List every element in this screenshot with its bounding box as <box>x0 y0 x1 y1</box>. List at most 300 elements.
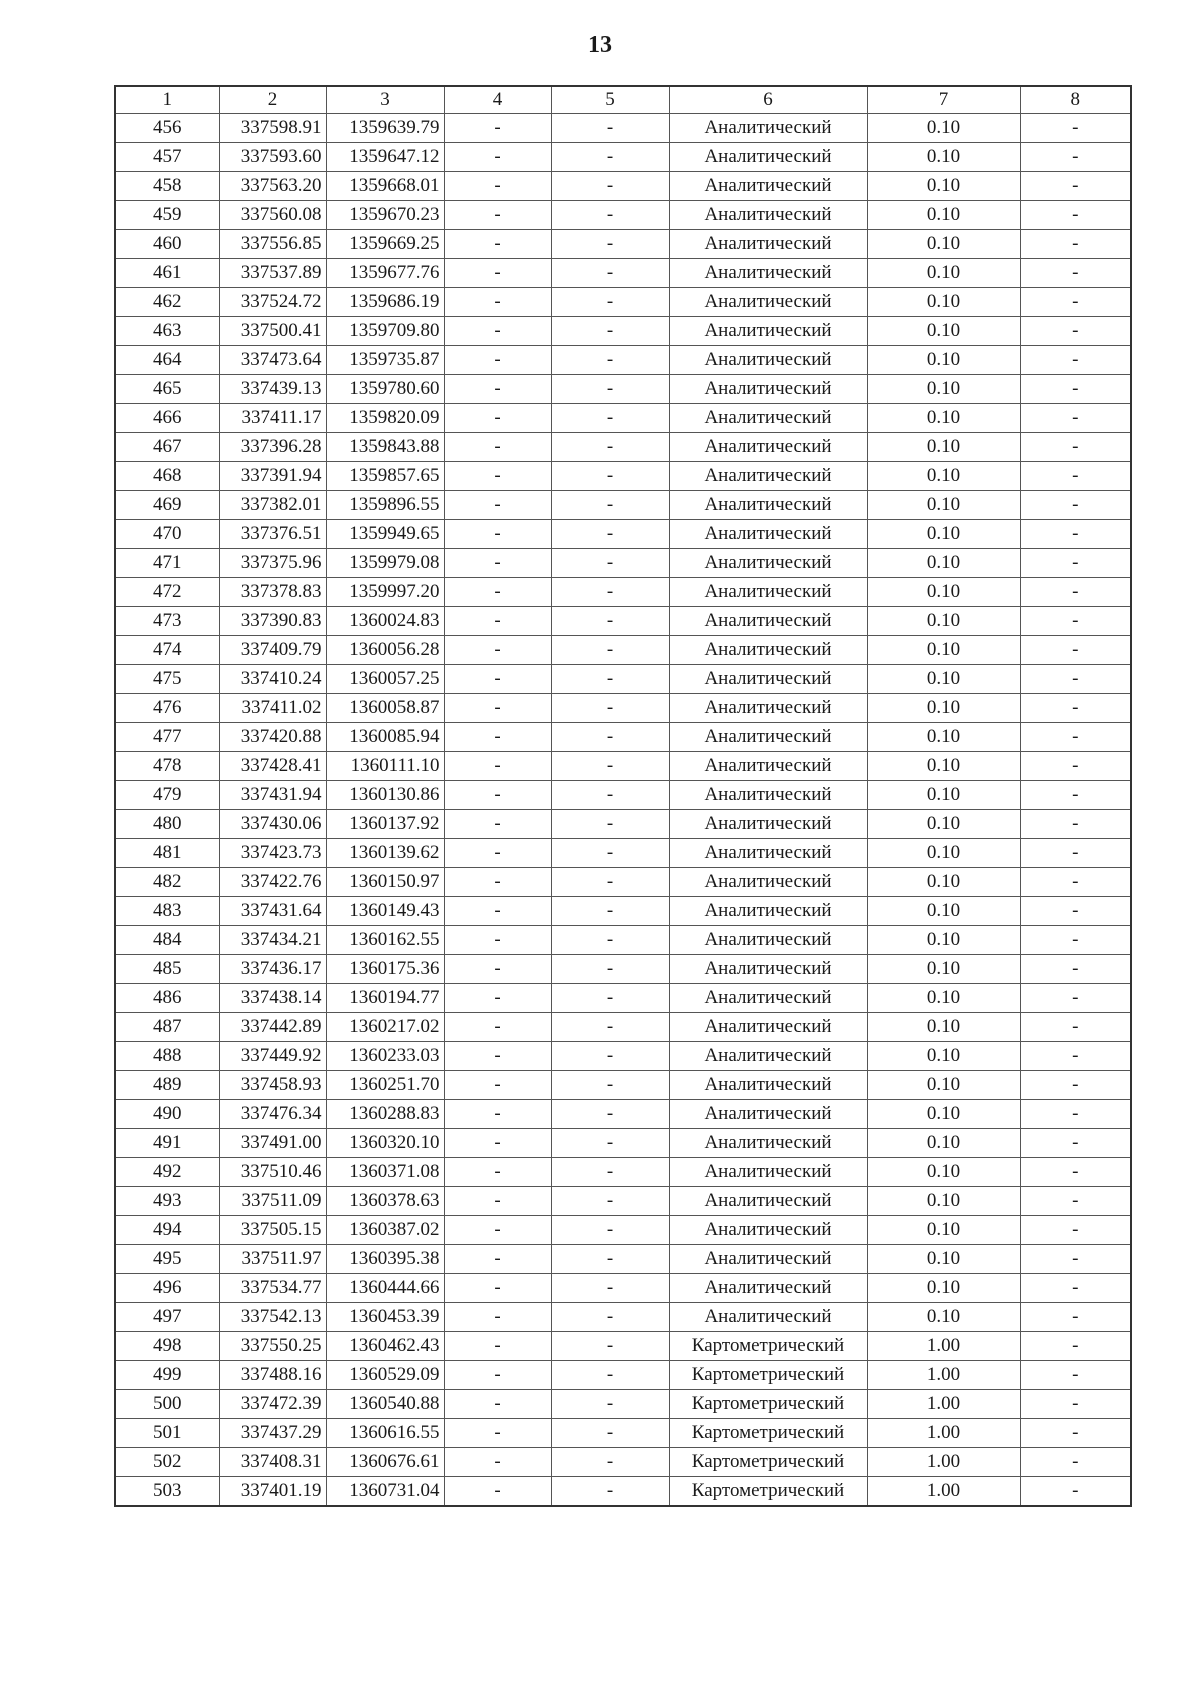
cell-col-4: - <box>444 665 551 694</box>
cell-col-8: - <box>1020 665 1131 694</box>
cell-point-number: 486 <box>115 984 219 1013</box>
cell-coord-x: 337505.15 <box>219 1216 326 1245</box>
cell-coord-x: 337375.96 <box>219 549 326 578</box>
cell-col-8: - <box>1020 839 1131 868</box>
cell-point-number: 502 <box>115 1448 219 1477</box>
cell-coord-y: 1360194.77 <box>326 984 444 1013</box>
cell-point-number: 491 <box>115 1129 219 1158</box>
cell-coord-y: 1360540.88 <box>326 1390 444 1419</box>
cell-col-4: - <box>444 375 551 404</box>
cell-method: Картометрический <box>669 1390 867 1419</box>
cell-col-4: - <box>444 897 551 926</box>
cell-col-8: - <box>1020 520 1131 549</box>
cell-coord-y: 1359670.23 <box>326 201 444 230</box>
table-row <box>115 143 1131 172</box>
cell-coord-x: 337550.25 <box>219 1332 326 1361</box>
cell-accuracy: 0.10 <box>867 1129 1020 1158</box>
table-row <box>115 839 1131 868</box>
cell-point-number: 465 <box>115 375 219 404</box>
cell-coord-y: 1360444.66 <box>326 1274 444 1303</box>
cell-col-4: - <box>444 810 551 839</box>
table-row <box>115 491 1131 520</box>
cell-method: Аналитический <box>669 549 867 578</box>
cell-point-number: 494 <box>115 1216 219 1245</box>
cell-method: Картометрический <box>669 1419 867 1448</box>
cell-point-number: 497 <box>115 1303 219 1332</box>
cell-col-5: - <box>551 926 669 955</box>
table-row <box>115 1477 1131 1507</box>
cell-col-4: - <box>444 1071 551 1100</box>
cell-col-8: - <box>1020 1042 1131 1071</box>
cell-coord-x: 337438.14 <box>219 984 326 1013</box>
cell-accuracy: 0.10 <box>867 781 1020 810</box>
table-row <box>115 1274 1131 1303</box>
cell-coord-x: 337593.60 <box>219 143 326 172</box>
cell-col-5: - <box>551 1419 669 1448</box>
cell-col-8: - <box>1020 1303 1131 1332</box>
cell-col-4: - <box>444 549 551 578</box>
cell-col-8: - <box>1020 1013 1131 1042</box>
cell-col-5: - <box>551 1013 669 1042</box>
cell-method: Аналитический <box>669 781 867 810</box>
cell-point-number: 499 <box>115 1361 219 1390</box>
cell-col-4: - <box>444 752 551 781</box>
cell-method: Аналитический <box>669 520 867 549</box>
cell-method: Картометрический <box>669 1448 867 1477</box>
table-row <box>115 1332 1131 1361</box>
cell-accuracy: 0.10 <box>867 607 1020 636</box>
cell-coord-y: 1360162.55 <box>326 926 444 955</box>
cell-col-5: - <box>551 1332 669 1361</box>
cell-col-4: - <box>444 955 551 984</box>
table-row <box>115 781 1131 810</box>
cell-col-8: - <box>1020 1187 1131 1216</box>
cell-accuracy: 1.00 <box>867 1390 1020 1419</box>
cell-col-5: - <box>551 1216 669 1245</box>
cell-accuracy: 0.10 <box>867 375 1020 404</box>
cell-col-5: - <box>551 462 669 491</box>
cell-point-number: 481 <box>115 839 219 868</box>
cell-col-8: - <box>1020 1332 1131 1361</box>
cell-col-8: - <box>1020 433 1131 462</box>
cell-coord-x: 337500.41 <box>219 317 326 346</box>
cell-point-number: 503 <box>115 1477 219 1507</box>
cell-col-8: - <box>1020 201 1131 230</box>
column-header: 2 <box>219 86 326 114</box>
cell-accuracy: 0.10 <box>867 462 1020 491</box>
cell-col-8: - <box>1020 926 1131 955</box>
cell-accuracy: 0.10 <box>867 694 1020 723</box>
table-row <box>115 462 1131 491</box>
cell-col-8: - <box>1020 723 1131 752</box>
cell-point-number: 501 <box>115 1419 219 1448</box>
cell-coord-x: 337408.31 <box>219 1448 326 1477</box>
cell-col-5: - <box>551 375 669 404</box>
cell-method: Аналитический <box>669 288 867 317</box>
cell-accuracy: 1.00 <box>867 1332 1020 1361</box>
cell-point-number: 464 <box>115 346 219 375</box>
cell-accuracy: 0.10 <box>867 1042 1020 1071</box>
cell-col-5: - <box>551 230 669 259</box>
cell-coord-y: 1359639.79 <box>326 114 444 143</box>
cell-coord-x: 337472.39 <box>219 1390 326 1419</box>
cell-accuracy: 0.10 <box>867 230 1020 259</box>
cell-coord-y: 1360057.25 <box>326 665 444 694</box>
cell-point-number: 488 <box>115 1042 219 1071</box>
cell-col-4: - <box>444 1042 551 1071</box>
cell-col-8: - <box>1020 346 1131 375</box>
cell-accuracy: 0.10 <box>867 201 1020 230</box>
table-row <box>115 810 1131 839</box>
cell-col-5: - <box>551 955 669 984</box>
cell-col-5: - <box>551 1071 669 1100</box>
cell-col-8: - <box>1020 636 1131 665</box>
cell-coord-y: 1360024.83 <box>326 607 444 636</box>
table-row <box>115 607 1131 636</box>
cell-point-number: 466 <box>115 404 219 433</box>
cell-accuracy: 0.10 <box>867 723 1020 752</box>
cell-col-5: - <box>551 114 669 143</box>
cell-coord-y: 1360233.03 <box>326 1042 444 1071</box>
cell-coord-x: 337437.29 <box>219 1419 326 1448</box>
cell-col-4: - <box>444 1245 551 1274</box>
cell-col-5: - <box>551 897 669 926</box>
cell-coord-x: 337434.21 <box>219 926 326 955</box>
column-header: 1 <box>115 86 219 114</box>
cell-coord-y: 1360085.94 <box>326 723 444 752</box>
cell-point-number: 457 <box>115 143 219 172</box>
table-row <box>115 230 1131 259</box>
cell-coord-y: 1360387.02 <box>326 1216 444 1245</box>
cell-accuracy: 0.10 <box>867 491 1020 520</box>
table-row <box>115 636 1131 665</box>
cell-col-5: - <box>551 288 669 317</box>
cell-point-number: 478 <box>115 752 219 781</box>
cell-coord-y: 1360731.04 <box>326 1477 444 1507</box>
table-row <box>115 1187 1131 1216</box>
cell-coord-x: 337542.13 <box>219 1303 326 1332</box>
cell-coord-x: 337511.09 <box>219 1187 326 1216</box>
table-row <box>115 1390 1131 1419</box>
cell-col-5: - <box>551 781 669 810</box>
cell-accuracy: 0.10 <box>867 810 1020 839</box>
cell-col-8: - <box>1020 1419 1131 1448</box>
cell-col-8: - <box>1020 404 1131 433</box>
cell-col-4: - <box>444 230 551 259</box>
cell-point-number: 484 <box>115 926 219 955</box>
cell-col-4: - <box>444 1216 551 1245</box>
cell-accuracy: 0.10 <box>867 665 1020 694</box>
table-row <box>115 694 1131 723</box>
cell-col-4: - <box>444 1361 551 1390</box>
cell-col-4: - <box>444 1448 551 1477</box>
table-row <box>115 259 1131 288</box>
cell-method: Картометрический <box>669 1477 867 1507</box>
cell-coord-x: 337396.28 <box>219 433 326 462</box>
cell-method: Аналитический <box>669 955 867 984</box>
cell-accuracy: 0.10 <box>867 1303 1020 1332</box>
cell-coord-y: 1360149.43 <box>326 897 444 926</box>
cell-col-5: - <box>551 694 669 723</box>
cell-col-4: - <box>444 462 551 491</box>
cell-accuracy: 1.00 <box>867 1361 1020 1390</box>
cell-method: Аналитический <box>669 694 867 723</box>
cell-col-4: - <box>444 1013 551 1042</box>
cell-coord-x: 337431.64 <box>219 897 326 926</box>
cell-coord-y: 1360378.63 <box>326 1187 444 1216</box>
cell-coord-x: 337430.06 <box>219 810 326 839</box>
cell-col-8: - <box>1020 230 1131 259</box>
cell-col-8: - <box>1020 1216 1131 1245</box>
cell-accuracy: 0.10 <box>867 259 1020 288</box>
cell-coord-x: 337563.20 <box>219 172 326 201</box>
cell-accuracy: 0.10 <box>867 172 1020 201</box>
table-row <box>115 752 1131 781</box>
cell-col-5: - <box>551 868 669 897</box>
cell-coord-y: 1360320.10 <box>326 1129 444 1158</box>
cell-coord-x: 337556.85 <box>219 230 326 259</box>
cell-coord-y: 1360137.92 <box>326 810 444 839</box>
cell-col-4: - <box>444 694 551 723</box>
cell-accuracy: 0.10 <box>867 549 1020 578</box>
column-header: 3 <box>326 86 444 114</box>
cell-point-number: 474 <box>115 636 219 665</box>
cell-coord-y: 1360462.43 <box>326 1332 444 1361</box>
cell-accuracy: 0.10 <box>867 1274 1020 1303</box>
cell-coord-x: 337401.19 <box>219 1477 326 1507</box>
cell-coord-y: 1360371.08 <box>326 1158 444 1187</box>
table-row <box>115 723 1131 752</box>
cell-method: Аналитический <box>669 984 867 1013</box>
cell-point-number: 477 <box>115 723 219 752</box>
cell-accuracy: 0.10 <box>867 752 1020 781</box>
cell-coord-y: 1359780.60 <box>326 375 444 404</box>
cell-coord-y: 1359709.80 <box>326 317 444 346</box>
table-row <box>115 868 1131 897</box>
table-row <box>115 404 1131 433</box>
cell-accuracy: 0.10 <box>867 926 1020 955</box>
cell-method: Аналитический <box>669 868 867 897</box>
cell-coord-x: 337476.34 <box>219 1100 326 1129</box>
cell-coord-x: 337491.00 <box>219 1129 326 1158</box>
table-row <box>115 1303 1131 1332</box>
cell-coord-x: 337534.77 <box>219 1274 326 1303</box>
cell-accuracy: 0.10 <box>867 897 1020 926</box>
cell-point-number: 480 <box>115 810 219 839</box>
cell-coord-y: 1359997.20 <box>326 578 444 607</box>
column-header: 8 <box>1020 86 1131 114</box>
cell-col-4: - <box>444 520 551 549</box>
cell-col-4: - <box>444 317 551 346</box>
cell-method: Аналитический <box>669 1071 867 1100</box>
cell-coord-y: 1360217.02 <box>326 1013 444 1042</box>
cell-col-8: - <box>1020 752 1131 781</box>
cell-coord-x: 337488.16 <box>219 1361 326 1390</box>
cell-col-5: - <box>551 491 669 520</box>
cell-method: Аналитический <box>669 114 867 143</box>
cell-accuracy: 0.10 <box>867 520 1020 549</box>
cell-method: Аналитический <box>669 1013 867 1042</box>
cell-col-4: - <box>444 143 551 172</box>
cell-accuracy: 0.10 <box>867 433 1020 462</box>
cell-point-number: 471 <box>115 549 219 578</box>
table-row <box>115 665 1131 694</box>
cell-accuracy: 0.10 <box>867 868 1020 897</box>
cell-col-5: - <box>551 839 669 868</box>
cell-method: Аналитический <box>669 230 867 259</box>
cell-col-5: - <box>551 1187 669 1216</box>
cell-coord-y: 1360150.97 <box>326 868 444 897</box>
cell-accuracy: 0.10 <box>867 1245 1020 1274</box>
cell-coord-y: 1359857.65 <box>326 462 444 491</box>
cell-method: Аналитический <box>669 404 867 433</box>
cell-coord-x: 337431.94 <box>219 781 326 810</box>
cell-coord-x: 337378.83 <box>219 578 326 607</box>
table-body <box>115 114 1131 1507</box>
cell-point-number: 498 <box>115 1332 219 1361</box>
table-row <box>115 1448 1131 1477</box>
table-row <box>115 926 1131 955</box>
cell-point-number: 492 <box>115 1158 219 1187</box>
table-row <box>115 1216 1131 1245</box>
cell-coord-y: 1359979.08 <box>326 549 444 578</box>
cell-col-8: - <box>1020 1158 1131 1187</box>
cell-coord-y: 1360288.83 <box>326 1100 444 1129</box>
cell-point-number: 467 <box>115 433 219 462</box>
table-row <box>115 172 1131 201</box>
cell-coord-x: 337411.02 <box>219 694 326 723</box>
cell-col-5: - <box>551 1158 669 1187</box>
cell-method: Аналитический <box>669 462 867 491</box>
column-header: 4 <box>444 86 551 114</box>
cell-point-number: 463 <box>115 317 219 346</box>
cell-accuracy: 0.10 <box>867 1216 1020 1245</box>
cell-coord-y: 1360676.61 <box>326 1448 444 1477</box>
cell-coord-x: 337423.73 <box>219 839 326 868</box>
cell-coord-y: 1360529.09 <box>326 1361 444 1390</box>
cell-col-5: - <box>551 520 669 549</box>
cell-method: Аналитический <box>669 375 867 404</box>
cell-method: Аналитический <box>669 665 867 694</box>
cell-col-8: - <box>1020 984 1131 1013</box>
cell-point-number: 462 <box>115 288 219 317</box>
table-row <box>115 346 1131 375</box>
cell-col-5: - <box>551 1042 669 1071</box>
cell-coord-x: 337449.92 <box>219 1042 326 1071</box>
cell-point-number: 458 <box>115 172 219 201</box>
cell-col-8: - <box>1020 143 1131 172</box>
cell-col-5: - <box>551 172 669 201</box>
cell-point-number: 493 <box>115 1187 219 1216</box>
cell-col-8: - <box>1020 1071 1131 1100</box>
cell-accuracy: 1.00 <box>867 1419 1020 1448</box>
table-row <box>115 288 1131 317</box>
cell-point-number: 479 <box>115 781 219 810</box>
table-row <box>115 375 1131 404</box>
table-row <box>115 578 1131 607</box>
table-row <box>115 1071 1131 1100</box>
cell-col-4: - <box>444 259 551 288</box>
cell-coord-x: 337422.76 <box>219 868 326 897</box>
cell-col-8: - <box>1020 1477 1131 1507</box>
cell-col-8: - <box>1020 288 1131 317</box>
cell-accuracy: 0.10 <box>867 1100 1020 1129</box>
cell-col-8: - <box>1020 549 1131 578</box>
cell-method: Аналитический <box>669 259 867 288</box>
cell-coord-x: 337442.89 <box>219 1013 326 1042</box>
cell-col-4: - <box>444 114 551 143</box>
cell-col-4: - <box>444 1100 551 1129</box>
table-row <box>115 1419 1131 1448</box>
cell-col-8: - <box>1020 578 1131 607</box>
cell-col-5: - <box>551 1245 669 1274</box>
cell-col-8: - <box>1020 259 1131 288</box>
table-row <box>115 955 1131 984</box>
table-row <box>115 1129 1131 1158</box>
cell-coord-y: 1360058.87 <box>326 694 444 723</box>
cell-coord-y: 1360616.55 <box>326 1419 444 1448</box>
cell-accuracy: 0.10 <box>867 143 1020 172</box>
cell-col-5: - <box>551 636 669 665</box>
cell-col-4: - <box>444 491 551 520</box>
cell-col-5: - <box>551 143 669 172</box>
cell-coord-x: 337598.91 <box>219 114 326 143</box>
cell-point-number: 495 <box>115 1245 219 1274</box>
cell-col-8: - <box>1020 462 1131 491</box>
cell-point-number: 476 <box>115 694 219 723</box>
cell-accuracy: 0.10 <box>867 955 1020 984</box>
cell-coord-x: 337391.94 <box>219 462 326 491</box>
cell-accuracy: 0.10 <box>867 984 1020 1013</box>
cell-col-4: - <box>444 578 551 607</box>
cell-point-number: 482 <box>115 868 219 897</box>
cell-col-4: - <box>444 1477 551 1507</box>
cell-coord-y: 1359896.55 <box>326 491 444 520</box>
column-header: 7 <box>867 86 1020 114</box>
cell-accuracy: 1.00 <box>867 1477 1020 1507</box>
cell-col-8: - <box>1020 781 1131 810</box>
page-number: 13 <box>588 32 612 58</box>
cell-accuracy: 0.10 <box>867 346 1020 375</box>
cell-point-number: 472 <box>115 578 219 607</box>
cell-col-8: - <box>1020 1129 1131 1158</box>
table-row <box>115 549 1131 578</box>
cell-point-number: 490 <box>115 1100 219 1129</box>
cell-col-4: - <box>444 636 551 665</box>
cell-col-4: - <box>444 1390 551 1419</box>
cell-col-5: - <box>551 1100 669 1129</box>
cell-point-number: 459 <box>115 201 219 230</box>
cell-col-5: - <box>551 1129 669 1158</box>
cell-col-8: - <box>1020 810 1131 839</box>
cell-col-4: - <box>444 984 551 1013</box>
cell-coord-y: 1360111.10 <box>326 752 444 781</box>
cell-col-4: - <box>444 839 551 868</box>
cell-col-8: - <box>1020 1274 1131 1303</box>
cell-coord-y: 1360139.62 <box>326 839 444 868</box>
cell-method: Аналитический <box>669 143 867 172</box>
cell-coord-x: 337510.46 <box>219 1158 326 1187</box>
cell-accuracy: 0.10 <box>867 317 1020 346</box>
cell-col-4: - <box>444 1332 551 1361</box>
table-row <box>115 520 1131 549</box>
cell-coord-x: 337560.08 <box>219 201 326 230</box>
cell-col-4: - <box>444 1419 551 1448</box>
cell-point-number: 470 <box>115 520 219 549</box>
cell-col-4: - <box>444 1158 551 1187</box>
cell-col-4: - <box>444 723 551 752</box>
cell-col-8: - <box>1020 897 1131 926</box>
